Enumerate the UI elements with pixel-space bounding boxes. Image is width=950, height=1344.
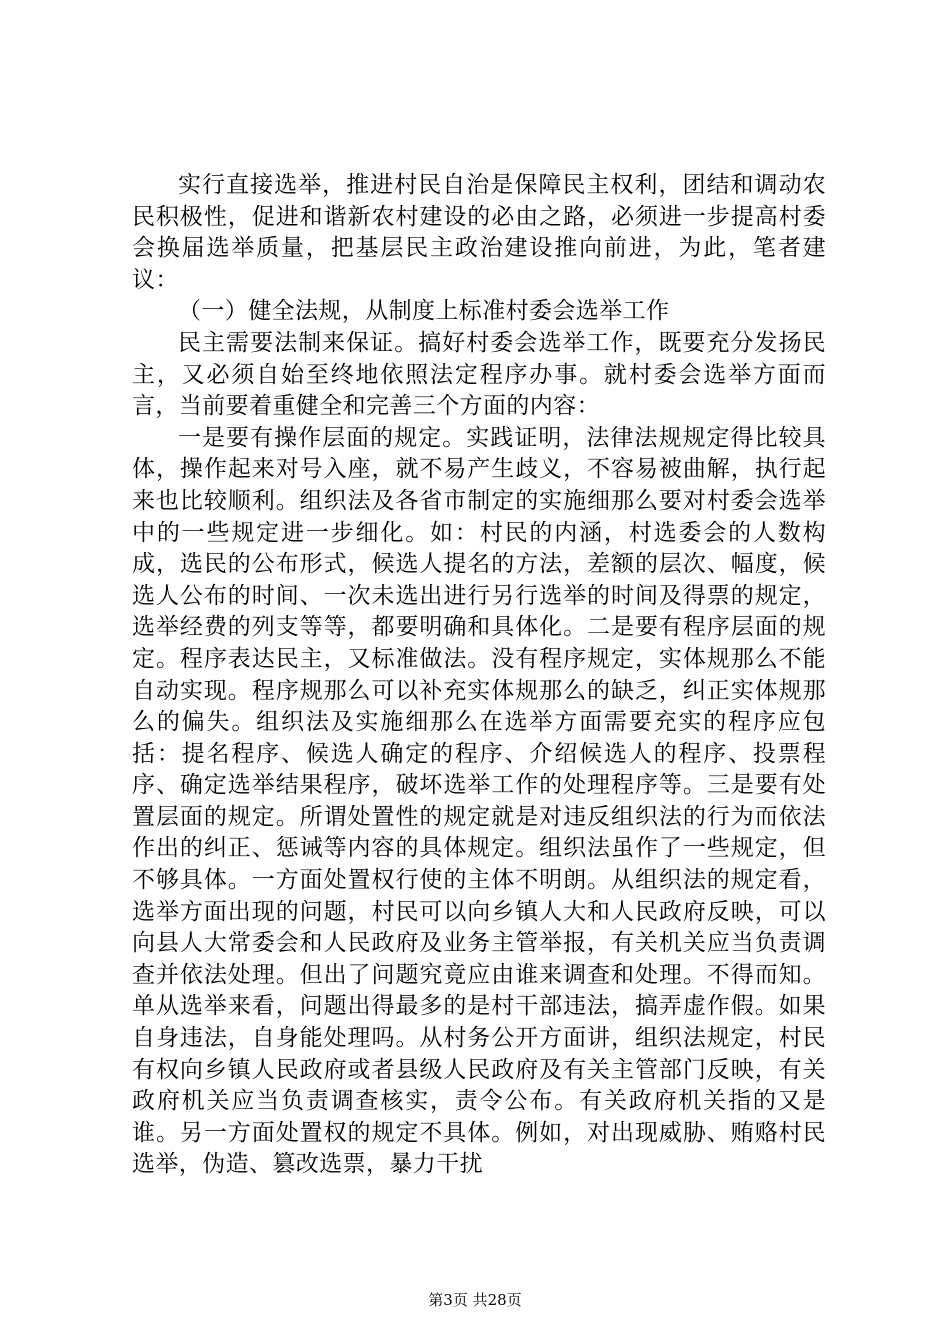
section-heading: （一）健全法规，从制度上标准村委会选举工作 xyxy=(178,298,670,325)
document-body xyxy=(132,170,826,1181)
paragraph-regulations: 一是要有操作层面的规定。实践证明，法律法规规定得比较具体，操作起来对号入座，就不易产生歧义，不容易被曲解，执行起来也比较顺利。组织法及各省市制定的实施细那么要对村委会选举中的一些规定进一步细化。如：村民的内涵，村选委会的人数构成，选民的公布形式，候选人提名的方法，差额的层次、幅度，候选人公布的时间、一次未选出进行另行选举的时间及得票的规定，选举经费的列支等等，都要明确和具体化。二是要有程序层面的规定。程序表达民主，又标准做法。没有程序规定，实体规那么不能自动实现。程序规那么可以补充实体规那么的缺乏，纠正实体规那么的偏失。组织法及实施细那么在选举方面需要充实的程序应包括：提名程序、候选人确定的程序、介绍候选人的程序、投票程序、确定选举结果程序，破坏选举工作的处理程序等。三是要有处置层面的规定。所谓处置性的规定就是对违反组织法的行为而依法作出的纠正、惩诫等内容的具体规定。组织法虽作了一些规定，但不够具体。一方面处置权行使的主体不明朗。从组织法的规定看，选举方面出现的问题，村民可以向乡镇人大和人民政府反映，可以向县人大常委会和人民政府及业务主管举报，有关机关应当负责调查并依法处理。但出了问题究竟应由谁来调查和处理。不得而知。单从选举来看，问题出得最多的是村干部违法，搞弄虚作假。如果自身违法，自身能处理吗。从村务公开方面讲，组织法规定，村民有权向乡镇人民政府或者县级人民政府及有关主管部门反映，有关政府机关应当负责调查核实，责令公布。有关政府机关指的又是谁。另一方面处置权的规定不具体。例如，对出现威胁、贿赂村民选举，伪造、篡改选票，暴力干扰 xyxy=(132,424,826,1178)
page-footer: 第3页 共28页 xyxy=(428,1291,522,1309)
paragraph-democracy: 民主需要法制来保证。搞好村委会选举工作，既要充分发扬民主，又必须自始至终地依照法定程序办事。就村委会选举方面而言，当前要着重健全和完善三个方面的内容： xyxy=(132,329,826,420)
paragraph-intro: 实行直接选举，推进村民自治是保障民主权利，团结和调动农民积极性，促进和谐新农村建设的必由之路，必须进一步提高村委会换届选举质量，把基层民主政治建设推向前进，为此，笔者建议： xyxy=(132,172,826,293)
